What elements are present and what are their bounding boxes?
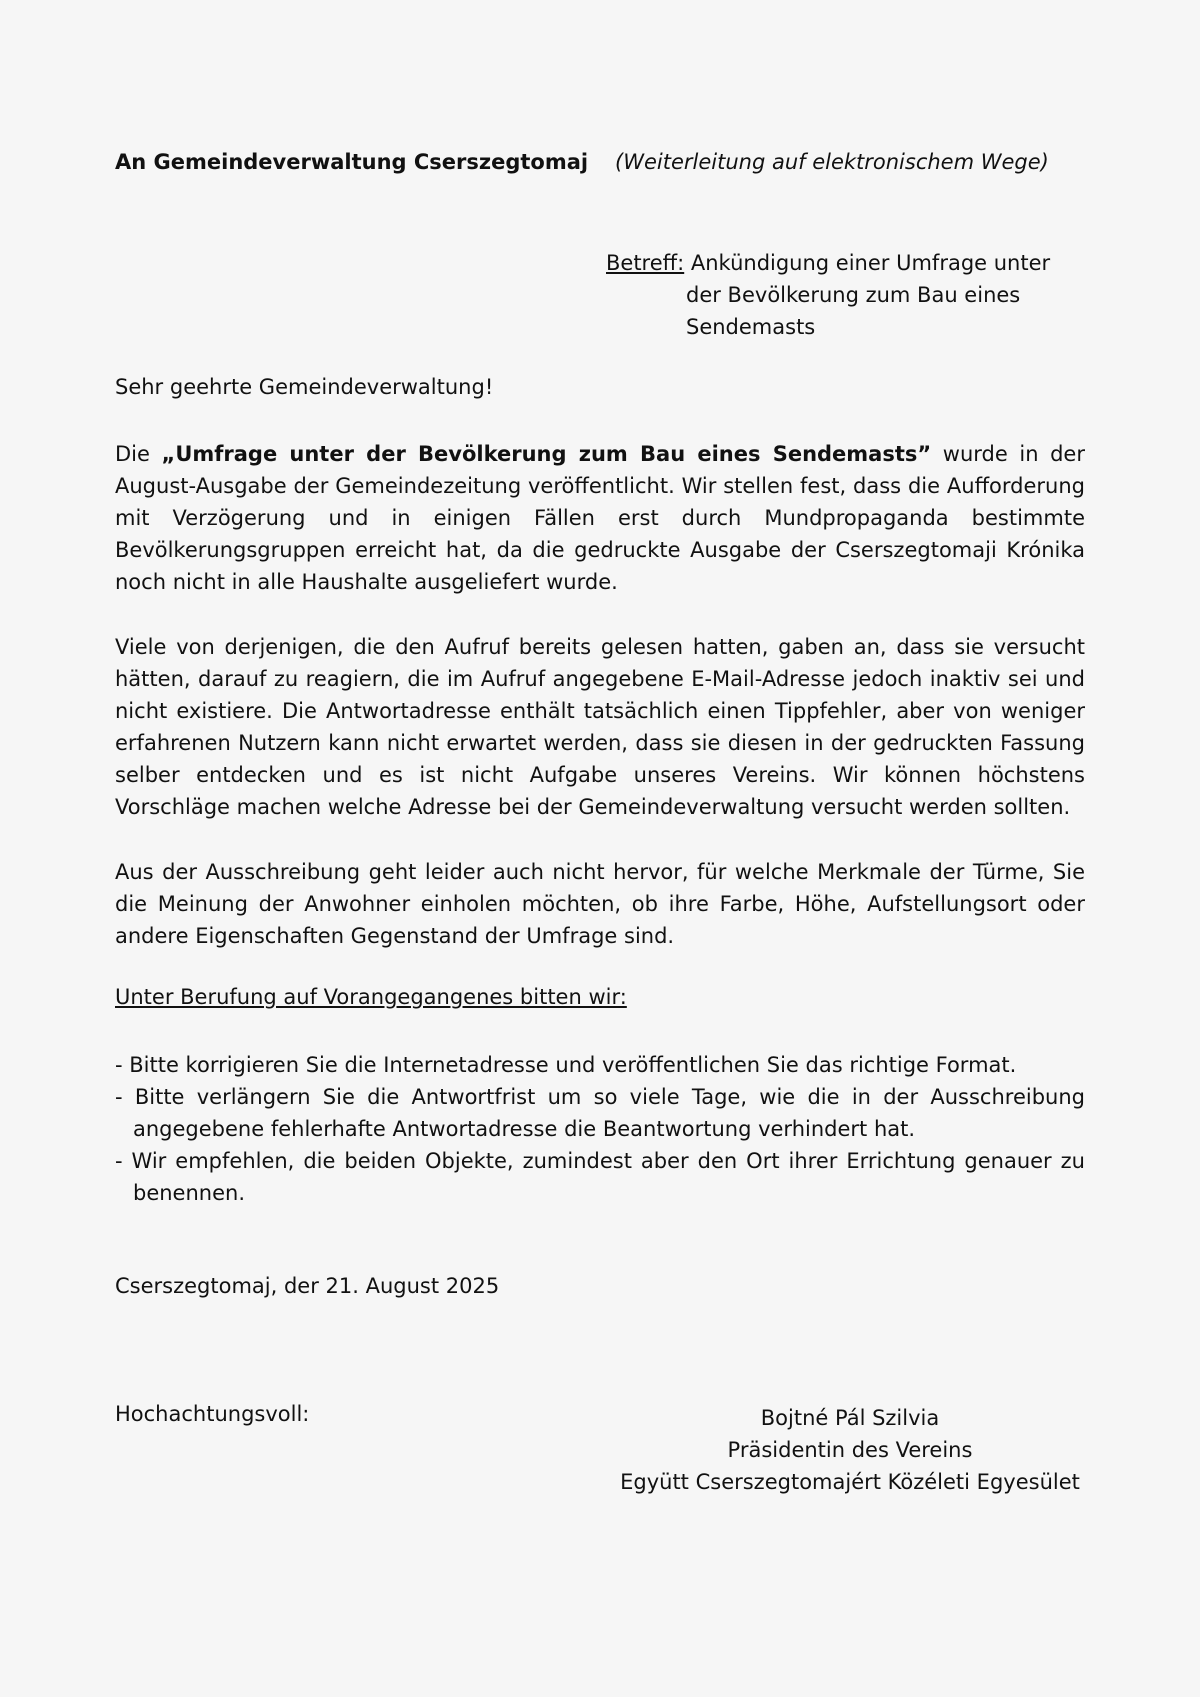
- paragraph-1-rest: wurde in der August-Ausgabe der Gemeindezeitung veröffentlicht. Wir stellen fest, dass die Aufforderung mit Verzögerung und in einigen Fällen erst durch Mundpropaganda bestimmte Bevölkerungsgruppen erreicht hat, da die gedruckte Ausgabe der Cserszegtomaji Krónika noch nicht in alle Haushalte ausgeliefert wurde.: [115, 442, 1085, 594]
- greeting: Sehr geehrte Gemeindeverwaltung!: [115, 375, 494, 399]
- subject-line-1: Ankündigung einer Umfrage unter: [684, 251, 1051, 275]
- request-item-2: - Bitte verlängern Sie die Antwortfrist um so viele Tage, wie die in der Ausschreibung angegebene fehlerhafte Antwortadresse die Beantwortung verhindert hat.: [115, 1085, 1085, 1141]
- paragraph-1-prefix: Die: [115, 442, 162, 466]
- subject-block: [606, 247, 1076, 343]
- paragraph-2: Viele von derjenigen, die den Aufruf bereits gelesen hatten, gaben an, dass sie versucht hätten, darauf zu reagiern, die im Aufruf angegebene E-Mail-Adresse jedoch inaktiv sei und nicht existiere. Die Antwortadresse enthält tatsächlich einen Tippfehler, aber von weniger erfahrenen Nutzern kann nicht erwartet werden, dass sie diesen in der gedruckten Fassung selber entdecken und es ist nicht Aufgabe unseres Vereins. Wir können höchstens Vorschläge machen welche Adresse bei der Gemeindeverwaltung versucht werden sollten.: [115, 635, 1085, 819]
- subject-label: Betreff:: [606, 251, 685, 275]
- paragraph-3: Aus der Ausschreibung geht leider auch nicht hervor, für welche Merkmale der Türme, Sie die Meinung der Anwohner einholen möchten, ob ihre Farbe, Höhe, Aufstellungsort oder andere Eigenschaften Gegenstand der Umfrage sind.: [115, 860, 1085, 948]
- request-list: [115, 1049, 1085, 1209]
- signature-block: [600, 1402, 1100, 1498]
- signer-organization: Együtt Cserszegtomajért Közéleti Egyesület: [620, 1470, 1080, 1494]
- subject-line-2: der Bevölkerung zum Bau eines: [686, 283, 1021, 307]
- recipient-line: An Gemeindeverwaltung Cserszegtomaj: [115, 150, 589, 174]
- subject-line-3: Sendemasts: [686, 315, 816, 339]
- closing: Hochachtungsvoll:: [115, 1402, 310, 1426]
- request-item-3: - Wir empfehlen, die beiden Objekte, zumindest aber den Ort ihrer Errichtung genauer zu benennen.: [115, 1149, 1085, 1205]
- survey-title: „Umfrage unter der Bevölkerung zum Bau eines Sendemasts”: [161, 442, 932, 466]
- signer-name: Bojtné Pál Szilvia: [760, 1406, 940, 1430]
- request-heading: Unter Berufung auf Vorangegangenes bitten wir:: [115, 985, 627, 1009]
- signer-title: Präsidentin des Vereins: [727, 1438, 973, 1462]
- paragraph-1: [115, 438, 1085, 598]
- request-item-1: - Bitte korrigieren Sie die Internetadresse und veröffentlichen Sie das richtige Format.: [115, 1053, 1017, 1077]
- forwarding-note: (Weiterleitung auf elektronischem Wege): [615, 150, 1049, 174]
- date-line: Cserszegtomaj, der 21. August 2025: [115, 1274, 500, 1298]
